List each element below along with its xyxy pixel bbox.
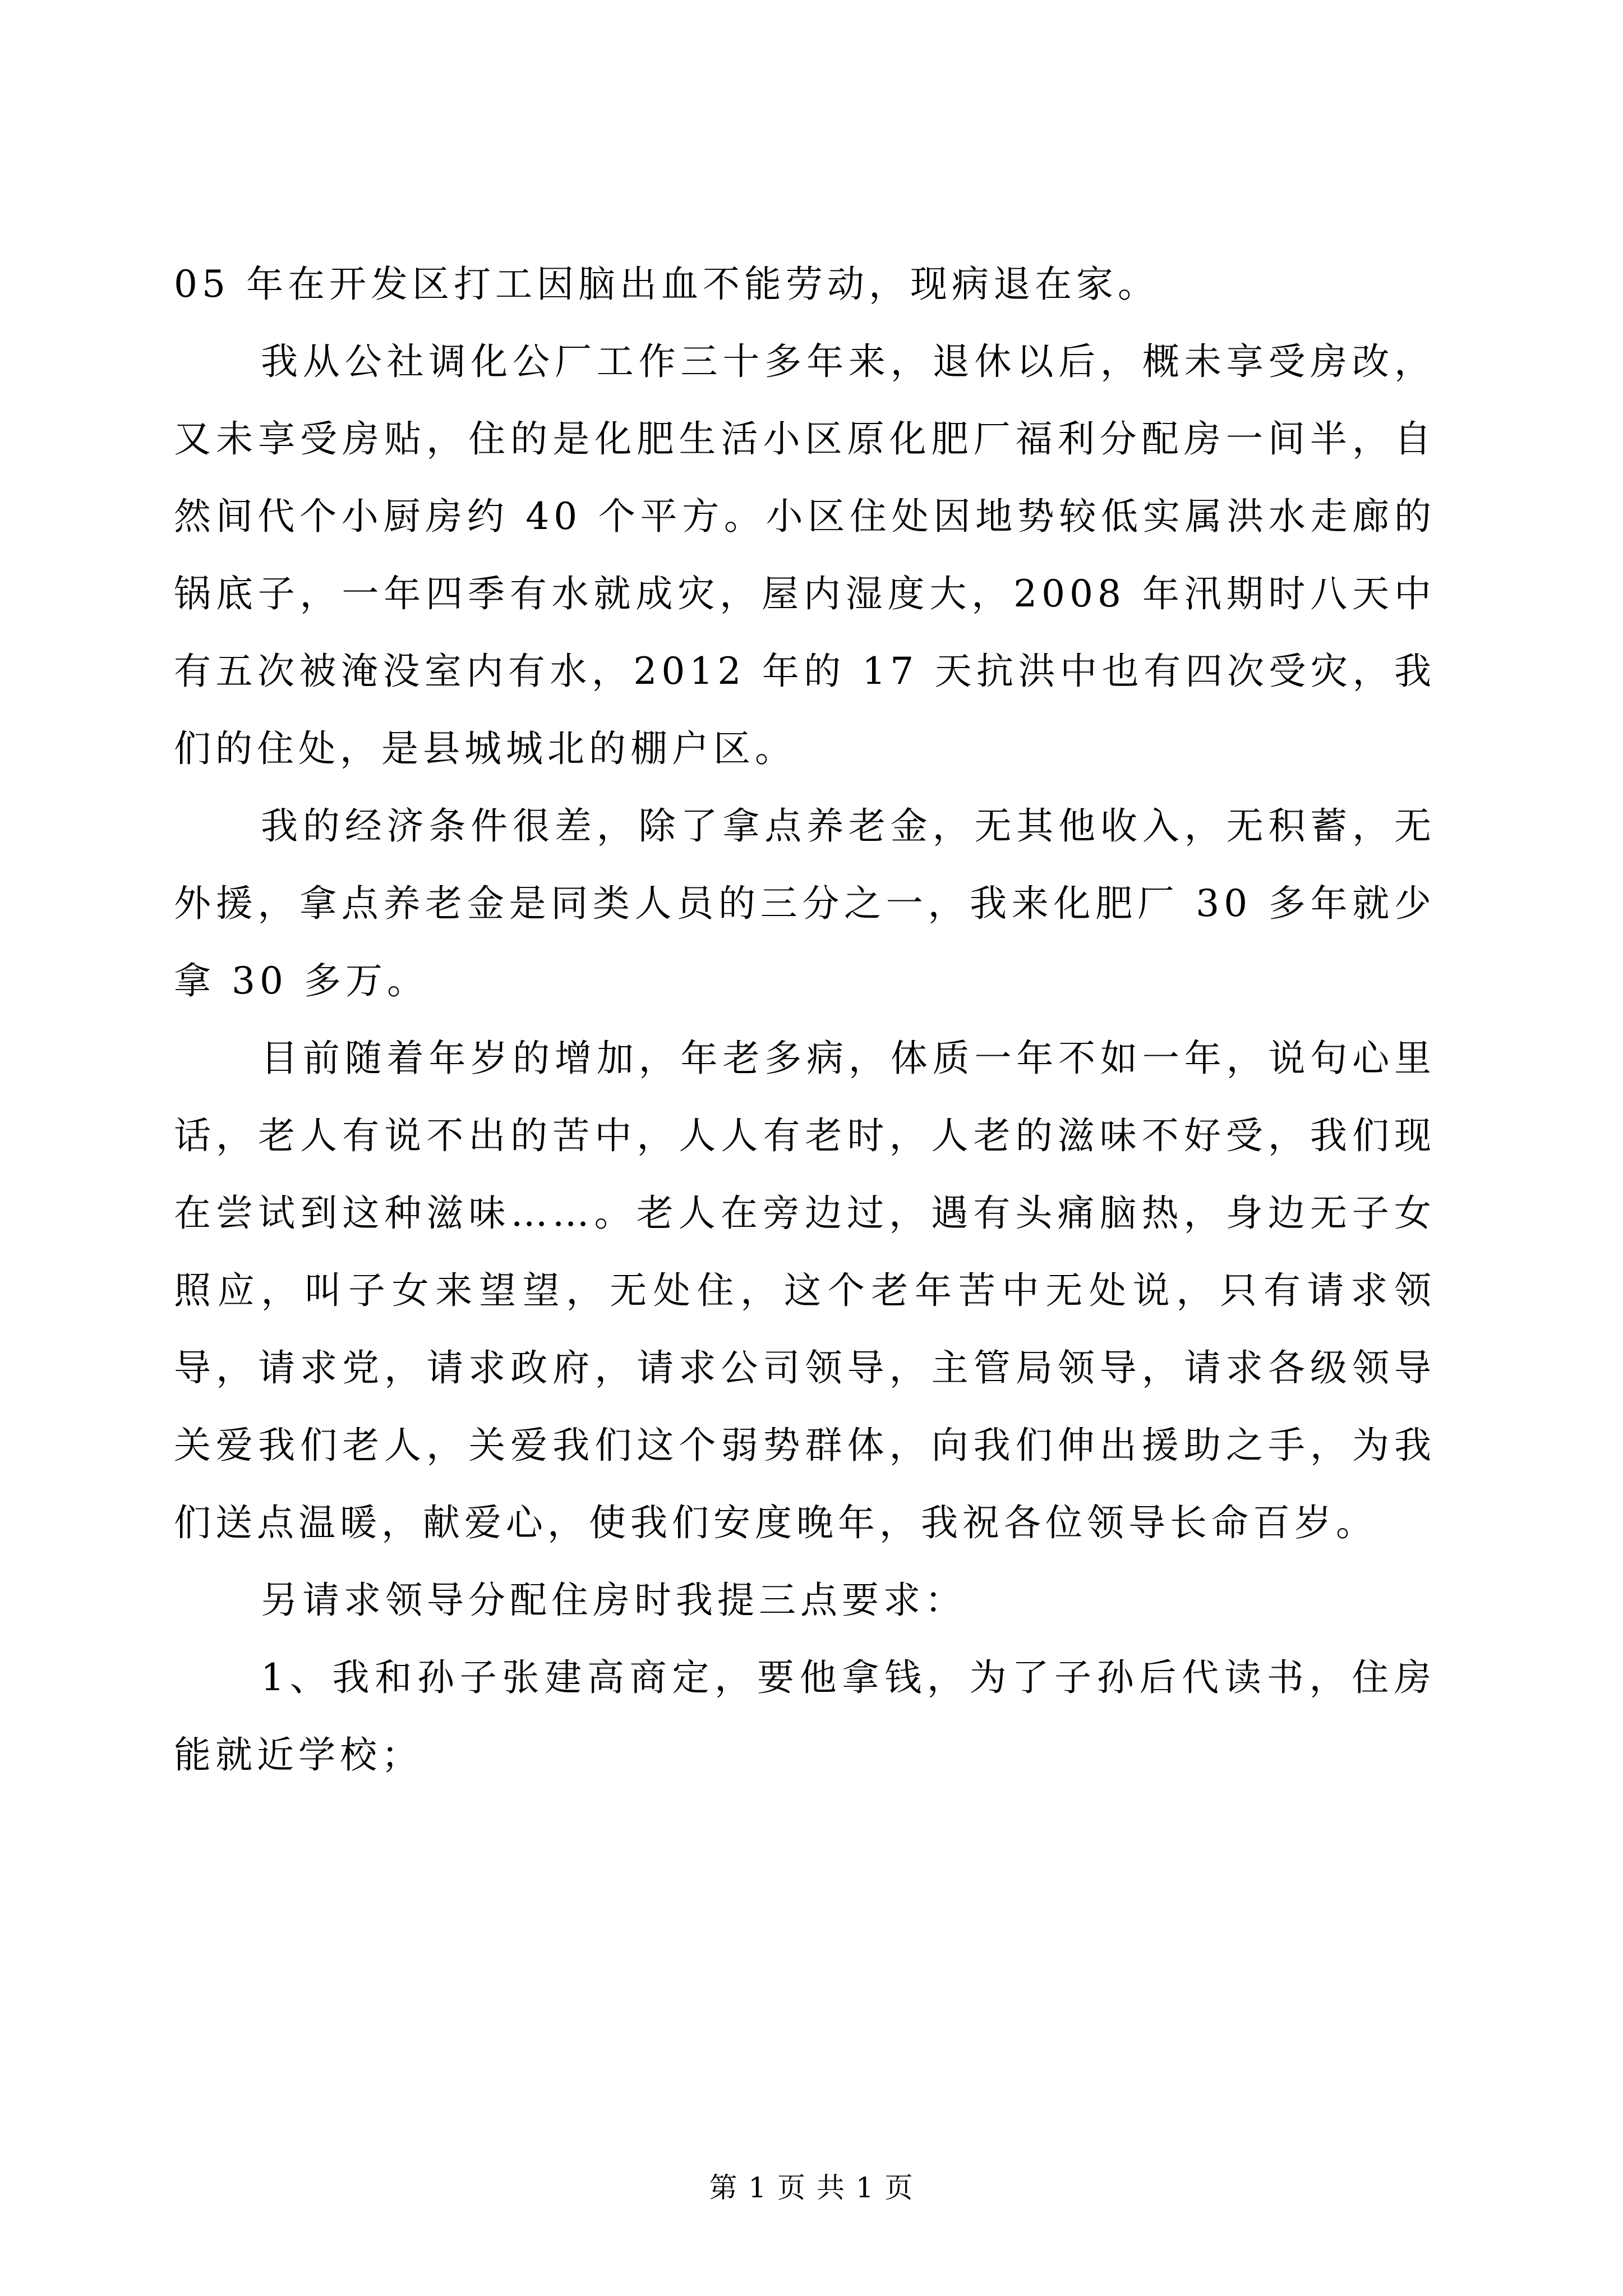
paragraph-3: 我的经济条件很差，除了拿点养老金，无其他收入，无积蓄，无外援，拿点养老金是同类人员的三分之一，我来化肥厂 30 多年就少拿 30 多万。	[174, 804, 1436, 1002]
document-body	[174, 246, 1436, 1794]
page-number-footer: 第 1 页 共 1 页	[709, 2171, 914, 2204]
paragraph-2: 我从公社调化公厂工作三十多年来，退休以后，概未享受房改，又未享受房贴，住的是化肥生活小区原化肥厂福利分配房一间半，自然间代个小厨房约 40 个平方。小区住处因地势较低实属洪水走廊的锅底子，一年四季有水就成灾，屋内湿度大，2008 年汛期时八天中有五次被淹没室内有水，2012 年的 17 天抗洪中也有四次受灾，我们的住处，是县城城北的棚户区。	[174, 340, 1436, 770]
paragraph-1: 05 年在开发区打工因脑出血不能劳动，现病退在家。	[174, 263, 1159, 306]
paragraph-4: 目前随着年岁的增加，年老多病，体质一年不如一年，说句心里话，老人有说不出的苦中，人人有老时，人老的滋味不好受，我们现在尝试到这种滋味……。老人在旁边过，遇有头痛脑热，身边无子女照应，叫子女来望望，无处住，这个老年苦中无处说，只有请求领导，请求党，请求政府，请求公司领导，主管局领导，请求各级领导关爱我们老人，关爱我们这个弱势群体，向我们伸出援助之手，为我们送点温暖，献爱心，使我们安度晚年，我祝各位领导长命百岁。	[174, 1037, 1436, 1544]
paragraph-5: 另请求领导分配住房时我提三点要求：	[261, 1579, 966, 1622]
paragraph-6: 1、我和孙子张建高商定，要他拿钱，为了子孙后代读书，住房能就近学校；	[174, 1656, 1436, 1777]
